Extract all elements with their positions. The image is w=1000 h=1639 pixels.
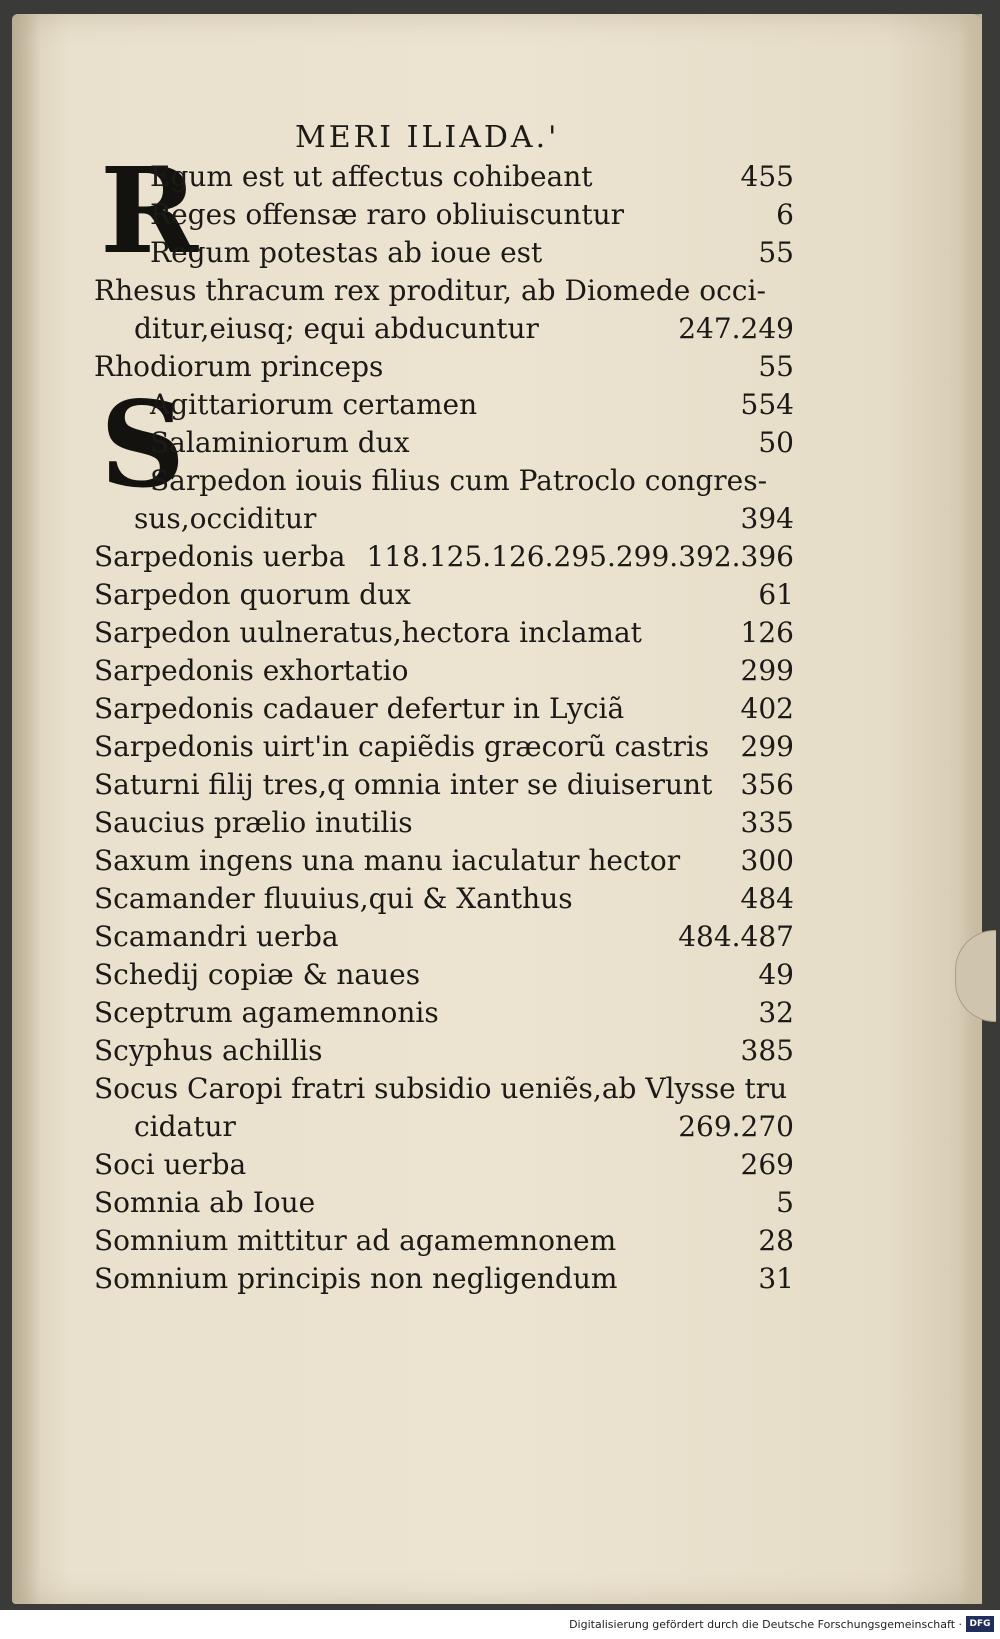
index-pages: 247.249 xyxy=(678,312,794,345)
index-pages: 402 xyxy=(740,692,794,725)
index-entry xyxy=(94,462,794,500)
index-term: Scamander fluuius,qui & Xanthus xyxy=(94,882,573,915)
index-entry xyxy=(94,538,794,576)
index-entry xyxy=(94,1108,794,1146)
index-pages: 61 xyxy=(758,578,794,611)
index-pages: 554 xyxy=(740,388,794,421)
index-pages: 455 xyxy=(740,160,794,193)
index-term: ditur,eiusq; equi abducuntur xyxy=(134,312,539,345)
index-pages: 356 xyxy=(740,768,794,801)
index-entry xyxy=(94,1070,794,1108)
index-entry xyxy=(94,386,794,424)
index-entry xyxy=(94,918,794,956)
index-term: Socus Caropi fratri subsidio ueniẽs,ab Vlysse tru xyxy=(94,1072,788,1105)
index-term: Saxum ingens una manu iaculatur hector xyxy=(94,844,681,877)
footer-bar xyxy=(0,1612,1000,1639)
index-entry xyxy=(94,614,794,652)
index-term: Sarpedonis exhortatio xyxy=(94,654,409,687)
index-term: Egum est ut affectus cohibeant xyxy=(150,160,593,193)
index-pages: 269.270 xyxy=(678,1110,794,1143)
index-term: sus,occiditur xyxy=(134,502,317,535)
index-term: Soci uerba xyxy=(94,1148,247,1181)
index-pages: 300 xyxy=(740,844,794,877)
initial-letter-r: R xyxy=(100,141,199,280)
index-term: Saucius prælio inutilis xyxy=(94,806,413,839)
index-term: Somnium mittitur ad agamemnonem xyxy=(94,1224,617,1257)
index-pages: 335 xyxy=(740,806,794,839)
index-entry xyxy=(94,766,794,804)
index-entry xyxy=(94,1146,794,1184)
index-entry xyxy=(94,880,794,918)
index-entry xyxy=(94,234,794,272)
index-entry xyxy=(94,804,794,842)
index-entry xyxy=(94,1222,794,1260)
index-term: Sarpedon quorum dux xyxy=(94,578,411,611)
index-entry xyxy=(94,272,794,310)
index-term: Agittariorum certamen xyxy=(150,388,478,421)
index-term: Sceptrum agamemnonis xyxy=(94,996,439,1029)
index-pages: 28 xyxy=(758,1224,794,1257)
index-entry xyxy=(94,652,794,690)
index-pages: 49 xyxy=(758,958,794,991)
index-pages: 484 xyxy=(740,882,794,915)
index-pages: 32 xyxy=(758,996,794,1029)
index-pages: 55 xyxy=(758,236,794,269)
index-entry xyxy=(94,728,794,766)
index-term: Rhesus thracum rex proditur, ab Diomede occi- xyxy=(94,274,766,307)
index-term: Sarpedon iouis filius cum Patroclo congres- xyxy=(150,464,768,497)
initial-letter-s: S xyxy=(100,375,186,514)
index-entry xyxy=(94,1184,794,1222)
index-term: Rhodiorum princeps xyxy=(94,350,384,383)
dfg-logo-icon: DFG xyxy=(966,1616,994,1632)
page-edge xyxy=(960,14,982,1604)
index-entry xyxy=(94,424,794,462)
index-pages: 55 xyxy=(758,350,794,383)
index-term: Salaminiorum dux xyxy=(150,426,410,459)
index-pages: 5 xyxy=(776,1186,794,1219)
index-entry xyxy=(94,310,794,348)
index-entry xyxy=(94,1260,794,1298)
index-entry xyxy=(94,956,794,994)
index-entry xyxy=(94,842,794,880)
footer-credit: Digitalisierung gefördert durch die Deutsche Forschungsgemeinschaft · xyxy=(569,1618,962,1631)
index-pages: 394 xyxy=(740,502,794,535)
index-pages: 6 xyxy=(776,198,794,231)
index-term: Somnium principis non negligendum xyxy=(94,1262,618,1295)
index-term: Sarpedonis cadauer defertur in Lyciã xyxy=(94,692,625,725)
index-list xyxy=(94,158,794,1298)
index-term: Somnia ab Ioue xyxy=(94,1186,316,1219)
index-entry xyxy=(94,994,794,1032)
index-entry xyxy=(94,500,794,538)
index-pages: 269 xyxy=(740,1148,794,1181)
page-spine-shadow xyxy=(12,14,40,1604)
index-term: Reges offensæ raro obliuiscuntur xyxy=(150,198,625,231)
index-pages: 31 xyxy=(758,1262,794,1295)
index-entry xyxy=(94,348,794,386)
index-pages: 50 xyxy=(758,426,794,459)
index-entry xyxy=(94,1032,794,1070)
index-term: Scyphus achillis xyxy=(94,1034,323,1067)
running-head: MERI ILIADA.' xyxy=(295,120,560,155)
index-pages: 118.125.126.295.299.392.396 xyxy=(366,540,794,573)
index-term: Regum potestas ab ioue est xyxy=(150,236,543,269)
index-pages: 299 xyxy=(740,730,794,763)
index-term: cidatur xyxy=(134,1110,236,1143)
index-term: Scamandri uerba xyxy=(94,920,339,953)
index-pages: 484.487 xyxy=(678,920,794,953)
index-entry xyxy=(94,158,794,196)
index-term: Schedij copiæ & naues xyxy=(94,958,421,991)
index-pages: 385 xyxy=(740,1034,794,1067)
index-term: Sarpedonis uerba xyxy=(94,540,346,573)
index-entry xyxy=(94,690,794,728)
index-term: Saturni filij tres,q omnia inter se diuiserunt xyxy=(94,768,713,801)
index-term: Sarpedonis uirt'in capiẽdis græcorũ castris xyxy=(94,730,710,763)
index-entry xyxy=(94,576,794,614)
index-pages: 126 xyxy=(740,616,794,649)
index-pages: 299 xyxy=(740,654,794,687)
index-term: Sarpedon uulneratus,hectora inclamat xyxy=(94,616,642,649)
index-entry xyxy=(94,196,794,234)
